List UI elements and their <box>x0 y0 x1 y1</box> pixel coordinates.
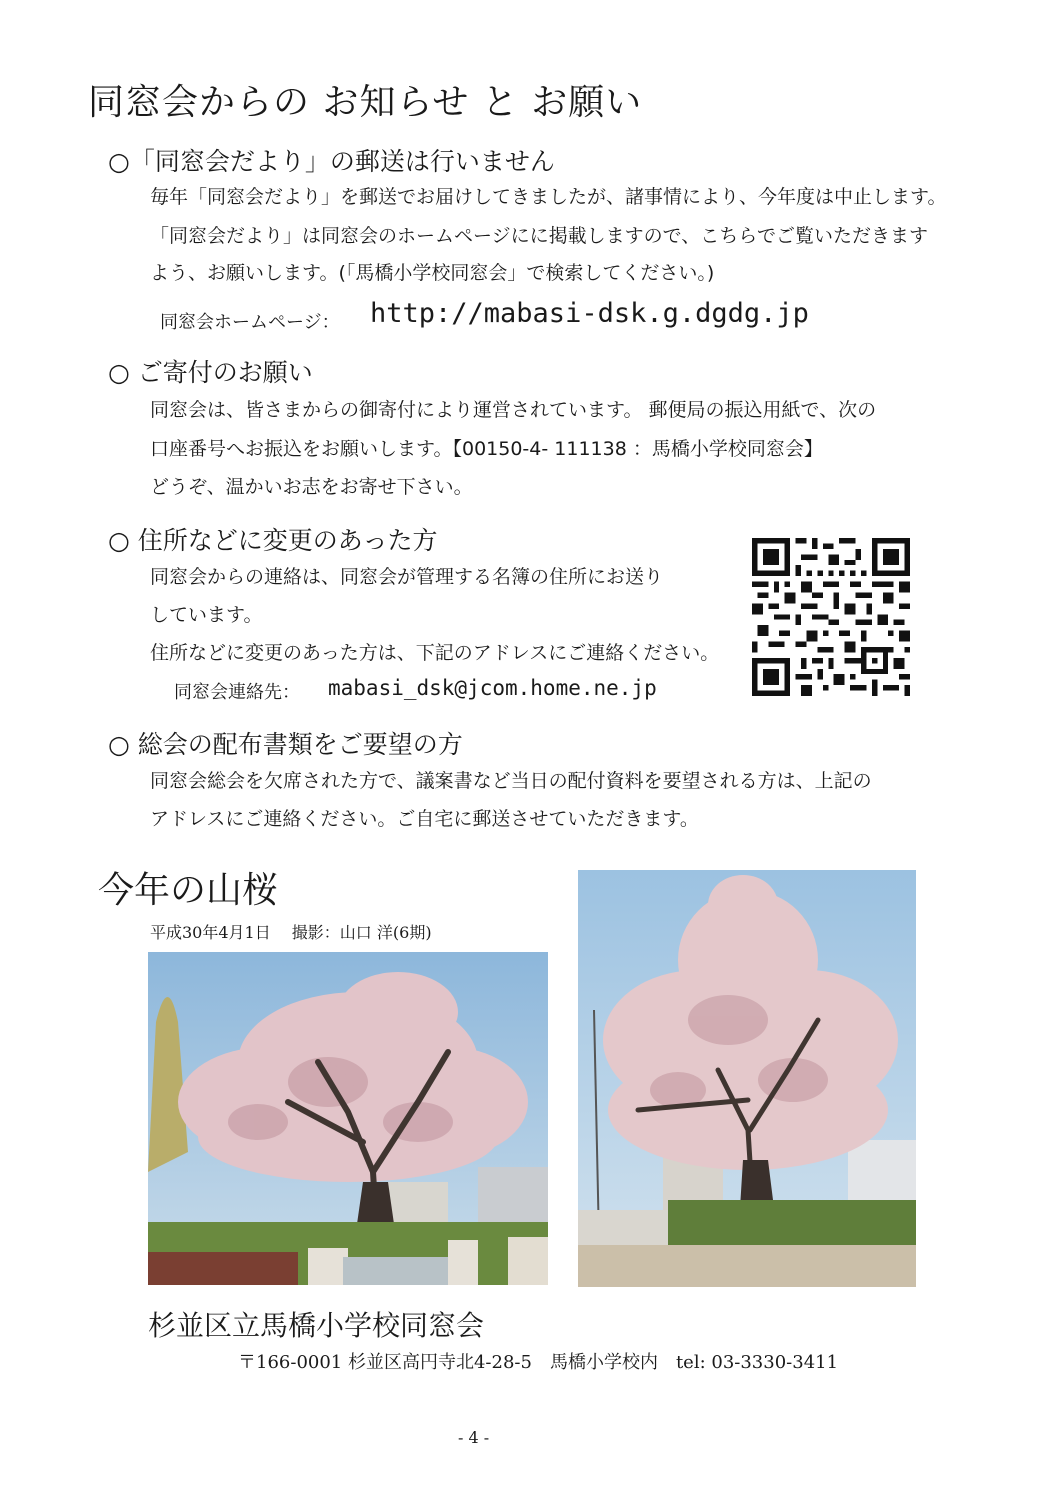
section-heading-documents: ○ 総会の配布書類をご要望の方 <box>108 730 463 759</box>
newsletter-line-2: 「同窓会だより」は同窓会のホームページにに掲載しますので、こちらでご覧いただきます <box>150 225 929 247</box>
qr-code-image <box>752 538 910 696</box>
cherry-tree-photo-right <box>578 870 916 1287</box>
sakura-title: 今年の山桜 <box>98 870 279 911</box>
newsletter-line-1: 毎年「同窓会だより」を郵送でお届けしてきましたが、諸事情により、今年度は中止します。 <box>150 186 947 208</box>
page-title: 同窓会からの お知らせ と お願い <box>88 82 643 123</box>
section-heading-newsletter: ○「同窓会だより」の郵送は行いません <box>108 147 555 176</box>
section-heading-donation: ○ ご寄付のお願い <box>108 358 313 387</box>
address-line-2: しています。 <box>150 604 263 626</box>
contact-label: 同窓会連絡先： <box>174 682 300 703</box>
organization-address: 〒166-0001 杉並区高円寺北4-28-5 馬橋小学校内 tel: 03-3330-3411 <box>238 1352 839 1373</box>
documents-line-1: 同窓会総会を欠席された方で、議案書など当日の配付資料を要望される方は、上記の <box>150 770 872 792</box>
donation-line-3: どうぞ、温かいお志をお寄せ下さい。 <box>150 476 473 498</box>
section-heading-address-change: ○ 住所などに変更のあった方 <box>108 526 438 555</box>
homepage-label: 同窓会ホームページ： <box>160 312 340 333</box>
address-line-1: 同窓会からの連絡は、同窓会が管理する名簿の住所にお送り <box>150 566 664 588</box>
address-line-3: 住所などに変更のあった方は、下記のアドレスにご連絡ください。 <box>150 642 720 664</box>
homepage-link[interactable]: http://mabasi-dsk.g.dgdg.jp <box>370 298 809 329</box>
newsletter-line-3: よう、お願いします。(「馬橋小学校同窓会」で検索してください。) <box>150 262 715 284</box>
donation-line-1: 同窓会は、皆さまからの御寄付により運営されています。 郵便局の振込用紙で、次の <box>150 399 877 421</box>
organization-name: 杉並区立馬橋小学校同窓会 <box>148 1309 485 1342</box>
donation-line-2: 口座番号へお振込をお願いします。【00150-4- 111138 ：馬橋小学校同窓会】 <box>150 438 823 460</box>
contact-email[interactable]: mabasi_dsk@jcom.home.ne.jp <box>328 676 657 700</box>
page-number: - 4 - <box>458 1428 490 1447</box>
photo-caption: 平成30年4月1日 撮影：山口 洋(6期) <box>150 923 432 942</box>
documents-line-2: アドレスにご連絡ください。ご自宅に郵送させていただきます。 <box>150 808 699 830</box>
cherry-tree-photo-left <box>148 952 548 1285</box>
